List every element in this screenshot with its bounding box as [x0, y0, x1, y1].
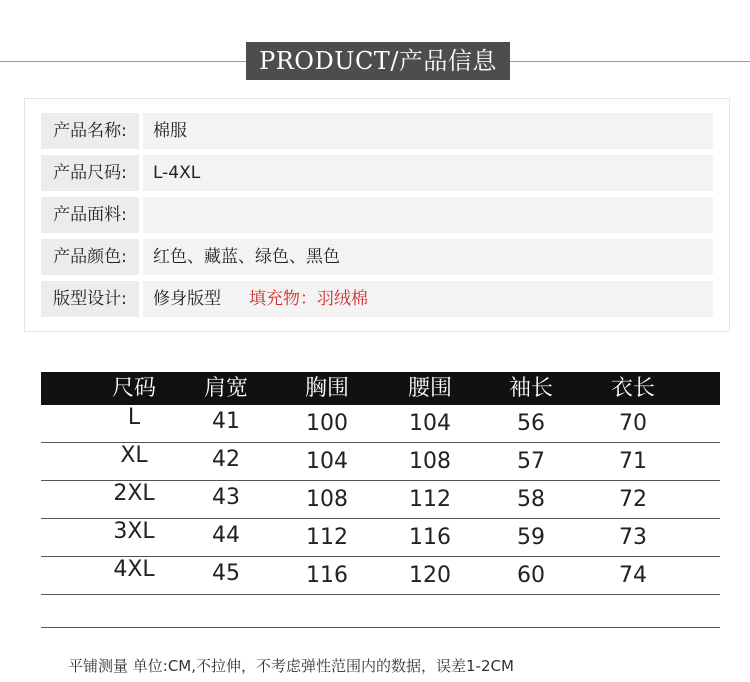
info-label: 产品尺码:: [41, 155, 139, 191]
header-cell: 尺码: [111, 376, 156, 401]
measurement-cell: 104: [409, 411, 451, 436]
product-info-panel: [24, 98, 730, 332]
measurement-cell: 57: [517, 449, 545, 474]
info-row-design: [41, 281, 713, 317]
size-cell: L: [127, 405, 141, 430]
measurement-cell: 59: [517, 525, 545, 550]
info-value-text: 红色、藏蓝、绿色、黑色: [153, 247, 340, 267]
measurement-cell: 104: [306, 449, 348, 474]
measurement-cell: 100: [306, 411, 348, 436]
table-row: [41, 405, 720, 443]
measurement-cell: 44: [212, 523, 240, 548]
measurement-cell: 108: [306, 487, 348, 512]
info-value-text: L-4XL: [153, 163, 201, 183]
info-value: [143, 197, 713, 233]
page-title: PRODUCT/产品信息: [246, 42, 510, 80]
measurement-cell: 112: [306, 525, 348, 550]
size-table-header: [41, 372, 720, 405]
header-cell: 腰围: [407, 376, 452, 401]
size-cell: 3XL: [113, 519, 155, 544]
info-row-name: [41, 113, 713, 149]
measurement-note: 平铺测量 单位:CM,不拉伸，不考虑弹性范围内的数据，误差1-2CM: [68, 657, 514, 675]
table-row: [41, 519, 720, 557]
header-cell: 肩宽: [203, 376, 248, 401]
header-cell: 袖长: [508, 376, 553, 401]
table-row: [41, 443, 720, 481]
empty-table-row-divider: [41, 627, 720, 628]
measurement-cell: 120: [409, 563, 451, 588]
measurement-cell: 71: [619, 449, 647, 474]
measurement-cell: 43: [212, 485, 240, 510]
measurement-cell: 45: [212, 561, 240, 586]
info-value: [143, 155, 713, 191]
measurement-cell: 70: [619, 411, 647, 436]
info-value-text: 棉服: [153, 121, 187, 141]
measurement-cell: 72: [619, 487, 647, 512]
measurement-cell: 60: [517, 563, 545, 588]
info-row-color: [41, 239, 713, 275]
table-row: [41, 481, 720, 519]
size-cell: 2XL: [113, 481, 155, 506]
measurement-cell: 116: [409, 525, 451, 550]
info-label: 产品颜色:: [41, 239, 139, 275]
size-cell: 4XL: [113, 557, 155, 582]
info-value-text: 修身版型: [153, 289, 221, 309]
measurement-cell: 58: [517, 487, 545, 512]
measurement-cell: 74: [619, 563, 647, 588]
measurement-cell: 108: [409, 449, 451, 474]
header-cell: 衣长: [610, 376, 655, 401]
info-value: [143, 239, 713, 275]
size-cell: XL: [120, 443, 148, 468]
info-label: 版型设计:: [41, 281, 139, 317]
filling-text: 填充物：羽绒棉: [249, 289, 368, 309]
measurement-cell: 112: [409, 487, 451, 512]
measurement-cell: 56: [517, 411, 545, 436]
header-cell: 胸围: [304, 376, 349, 401]
info-value: [143, 113, 713, 149]
info-row-size: [41, 155, 713, 191]
measurement-cell: 73: [619, 525, 647, 550]
info-label: 产品名称:: [41, 113, 139, 149]
title-divider-right: [510, 61, 750, 62]
title-divider-left: [0, 61, 246, 62]
info-row-fabric: [41, 197, 713, 233]
table-row: [41, 557, 720, 595]
info-label: 产品面料:: [41, 197, 139, 233]
info-value: [143, 281, 713, 317]
measurement-cell: 116: [306, 563, 348, 588]
measurement-cell: 42: [212, 447, 240, 472]
measurement-cell: 41: [212, 409, 240, 434]
size-table: [41, 372, 720, 595]
